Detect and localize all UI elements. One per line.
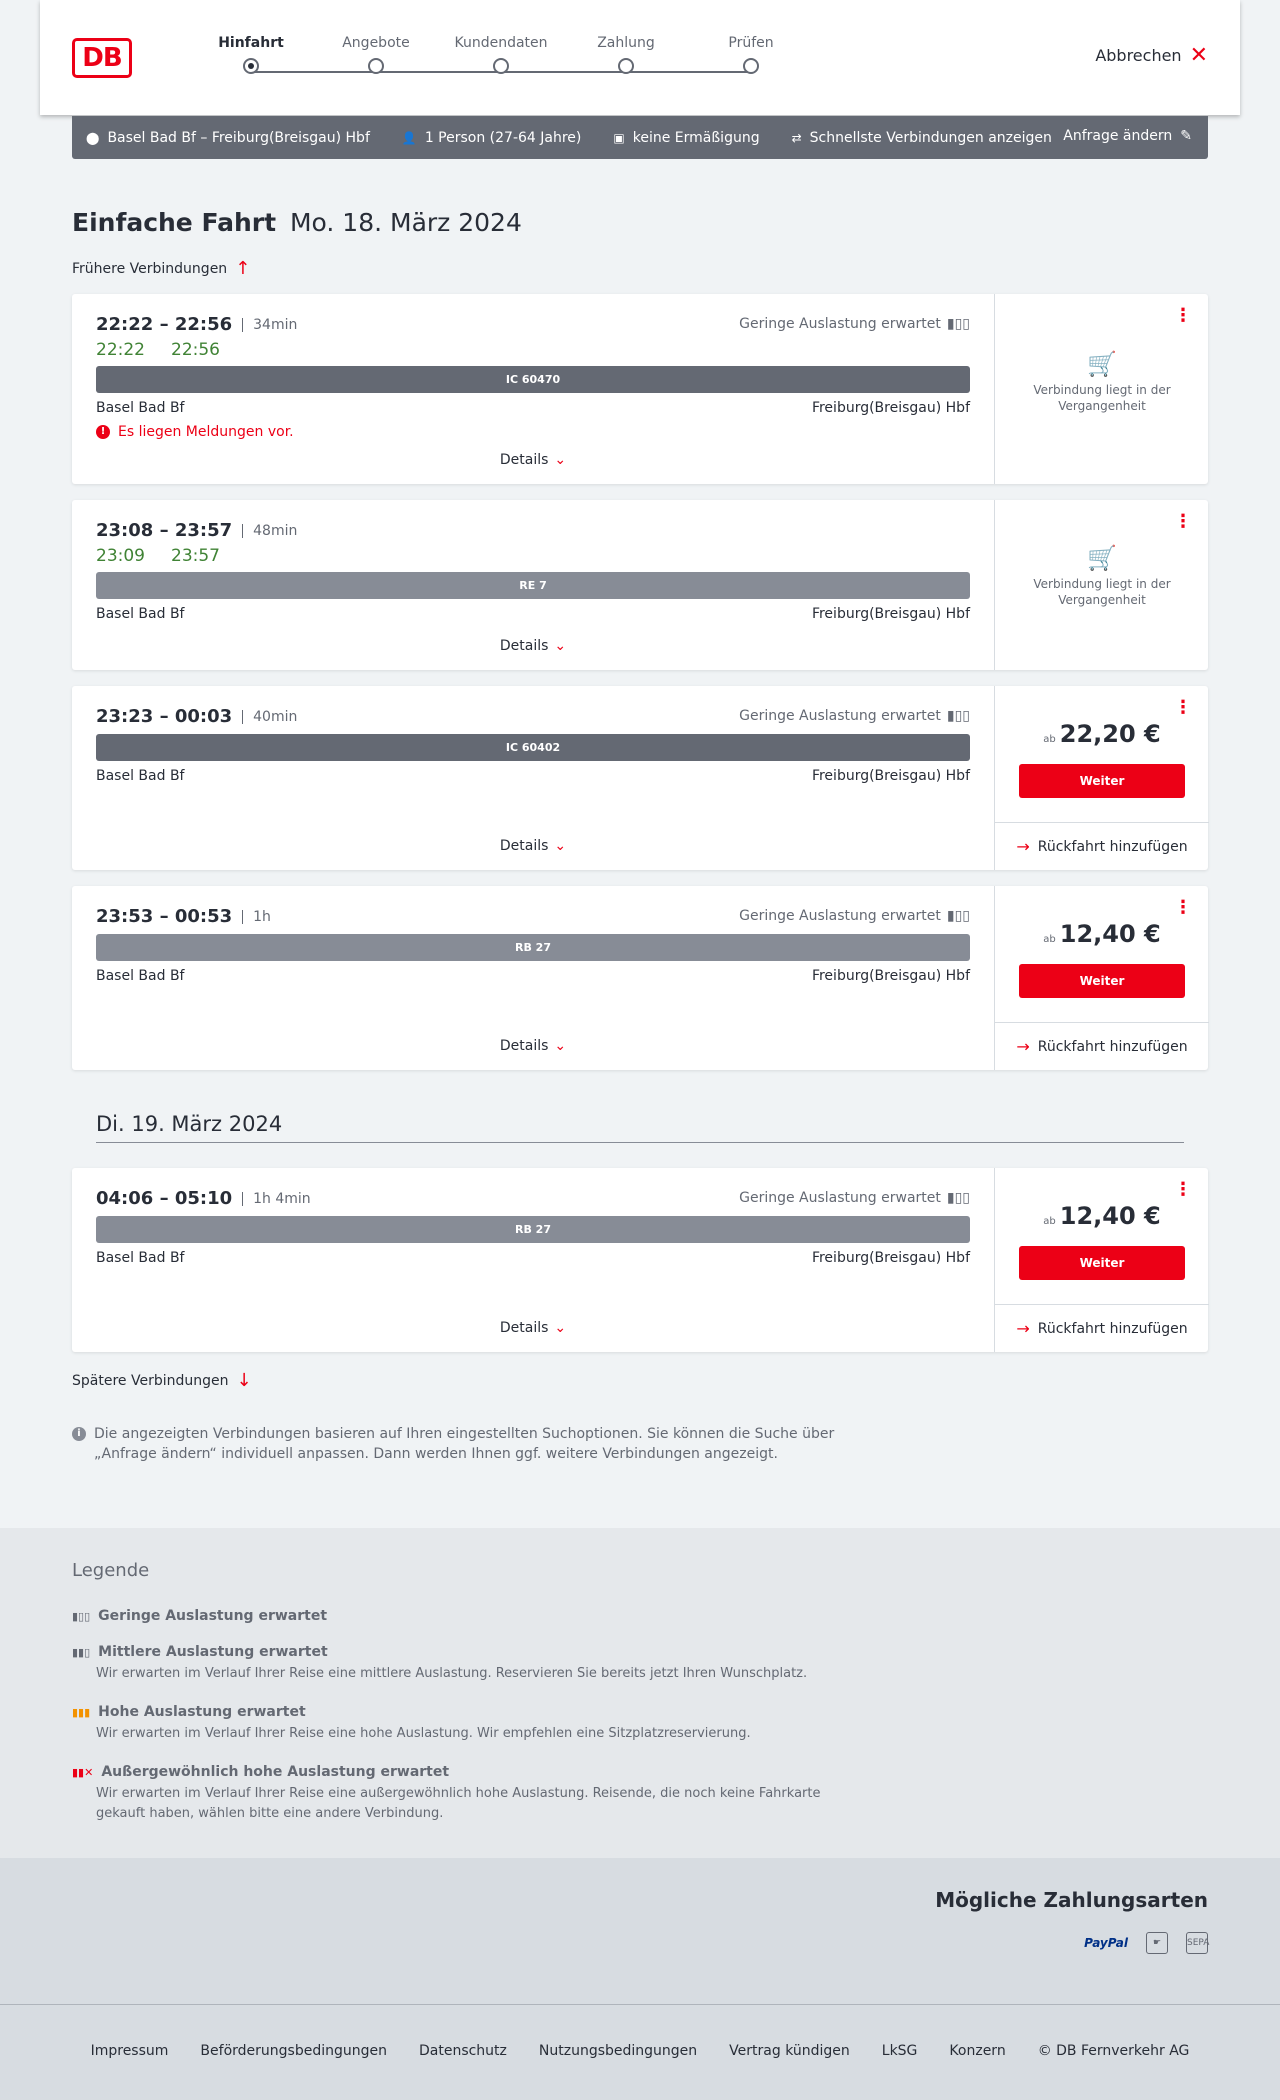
connection-offer bbox=[994, 886, 1208, 1070]
arrival-station: Freiburg(Breisgau) Hbf bbox=[811, 968, 970, 984]
arrow-right-icon: → bbox=[1016, 837, 1030, 856]
details-toggle[interactable]: Details ⌄ bbox=[499, 452, 567, 468]
search-fastest: ⇄ Schnellste Verbindungen anzeigen bbox=[791, 129, 1052, 146]
payment-title: Mögliche Zahlungsarten bbox=[935, 1888, 1208, 1912]
departure-station: Basel Bad Bf bbox=[96, 1250, 185, 1266]
past-connection-note: 🛒 Verbindung liegt in der Vergangenheit bbox=[995, 550, 1209, 608]
departure-station: Basel Bad Bf bbox=[96, 606, 185, 622]
occupancy-indicator: Geringe Auslastung erwartet ▮▯▯ bbox=[739, 908, 970, 924]
step-kundendaten: Kundendaten bbox=[438, 34, 564, 74]
alert-icon: ! bbox=[96, 425, 110, 439]
search-discount: ▣ keine Ermäßigung bbox=[613, 129, 760, 146]
earlier-connections-link[interactable]: Frühere Verbindungen ↑ bbox=[72, 258, 251, 279]
details-toggle[interactable]: Details ⌄ bbox=[499, 1038, 567, 1054]
occupancy-low-icon: ▮▯▯ bbox=[946, 908, 970, 924]
arrival-station: Freiburg(Breisgau) Hbf bbox=[811, 1250, 970, 1266]
more-options-icon[interactable]: ⋮ bbox=[1174, 897, 1192, 918]
search-persons: 👤 1 Person (27-64 Jahre) bbox=[401, 129, 582, 146]
search-summary-bar bbox=[72, 116, 1208, 159]
details-toggle[interactable]: Details ⌄ bbox=[499, 1320, 567, 1336]
connection-info bbox=[72, 1168, 994, 1352]
cart-unavailable-icon: 🛒 bbox=[1087, 544, 1117, 572]
occupancy-high-icon: ▮▮▮ bbox=[72, 1705, 91, 1719]
legend-item-high: ▮▮▮ Hohe Auslastung erwartet Wir erwarten im Verlauf Ihrer Reise eine hohe Auslastung. Wir empfehlen eine Sitzplatzreservierung. bbox=[72, 1704, 751, 1741]
cancel-button[interactable]: Abbrechen ✕ bbox=[1095, 42, 1208, 68]
connection-times: 04:06 – 05:10 1h 4min bbox=[96, 1188, 311, 1209]
close-icon: ✕ bbox=[1189, 42, 1208, 68]
legend-item-very-high: ▮▮✕ Außergewöhnlich hohe Auslastung erwartet Wir erwarten im Verlauf Ihrer Reise eine außergewöhnlich hohe Auslastung. Reisende, die noch keine Fahrkarte gekauft haben, wählen bitte eine andere Verbindung. bbox=[72, 1764, 821, 1821]
footer-link-befoerderungsbedingungen[interactable]: Beförderungsbedingungen bbox=[200, 2043, 387, 2059]
step-dot bbox=[368, 58, 384, 74]
occupancy-indicator: Geringe Auslastung erwartet ▮▯▯ bbox=[739, 316, 970, 332]
occupancy-low-icon: ▮▯▯ bbox=[946, 708, 970, 724]
legend-title: Legende bbox=[72, 1560, 150, 1581]
price: ab 22,20 € bbox=[1043, 720, 1161, 748]
step-hinfahrt: Hinfahrt bbox=[188, 34, 314, 74]
add-return-trip-button[interactable]: → Rückfahrt hinzufügen bbox=[995, 822, 1209, 870]
occupancy-low-icon: ▮▯▯ bbox=[946, 1190, 970, 1206]
footer-links bbox=[0, 2043, 1280, 2059]
connection-offer bbox=[994, 294, 1208, 484]
more-options-icon[interactable]: ⋮ bbox=[1174, 305, 1192, 326]
past-connection-note: 🛒 Verbindung liegt in der Vergangenheit bbox=[995, 356, 1209, 414]
step-dot bbox=[743, 58, 759, 74]
location-pin-icon: ⬤ bbox=[86, 130, 100, 145]
connection-info bbox=[72, 294, 994, 484]
later-connections-link[interactable]: Spätere Verbindungen ↓ bbox=[72, 1370, 252, 1391]
change-search-button[interactable]: Anfrage ändern ✎ bbox=[1063, 128, 1192, 144]
connection-card bbox=[72, 294, 1208, 484]
connection-times: 22:22 – 22:56 34min bbox=[96, 314, 298, 335]
occupancy-low-icon: ▮▯▯ bbox=[946, 316, 970, 332]
step-zahlung: Zahlung bbox=[563, 34, 689, 74]
train-segment-bar[interactable]: RB 27 bbox=[96, 1216, 970, 1243]
continue-button[interactable]: Weiter bbox=[1019, 764, 1185, 798]
footer-link-datenschutz[interactable]: Datenschutz bbox=[418, 2043, 507, 2059]
paypal-icon: PayPal bbox=[1084, 1936, 1128, 1950]
day-separator: Di. 19. März 2024 bbox=[96, 1112, 1184, 1143]
disruption-warning[interactable]: ! Es liegen Meldungen vor. bbox=[96, 424, 294, 440]
progress-stepper bbox=[180, 34, 780, 84]
add-return-trip-button[interactable]: → Rückfahrt hinzufügen bbox=[995, 1304, 1209, 1352]
price: ab 12,40 € bbox=[1043, 1202, 1161, 1230]
connection-info bbox=[72, 500, 994, 670]
sepa-icon: SEPA bbox=[1186, 1932, 1208, 1954]
footer-link-lksg[interactable]: LkSG bbox=[881, 2043, 918, 2059]
connection-times: 23:08 – 23:57 48min bbox=[96, 520, 298, 541]
more-options-icon[interactable]: ⋮ bbox=[1174, 511, 1192, 532]
departure-station: Basel Bad Bf bbox=[96, 400, 185, 416]
train-segment-bar[interactable]: RB 27 bbox=[96, 934, 970, 961]
occupancy-very-high-icon: ▮▮✕ bbox=[72, 1765, 94, 1779]
arrival-station: Freiburg(Breisgau) Hbf bbox=[811, 768, 970, 784]
connection-card bbox=[72, 886, 1208, 1070]
chevron-down-icon: ⌄ bbox=[554, 1038, 567, 1054]
footer-link-impressum[interactable]: Impressum bbox=[90, 2043, 169, 2059]
chevron-down-icon: ⌄ bbox=[554, 1320, 567, 1336]
bahncard-icon: ▣ bbox=[613, 130, 625, 145]
step-angebote: Angebote bbox=[313, 34, 439, 74]
search-route: ⬤ Basel Bad Bf – Freiburg(Breisgau) Hbf bbox=[86, 129, 370, 146]
occupancy-indicator: Geringe Auslastung erwartet ▮▯▯ bbox=[739, 1190, 970, 1206]
footer-link-konzern[interactable]: Konzern bbox=[949, 2043, 1006, 2059]
connection-card bbox=[72, 500, 1208, 670]
details-toggle[interactable]: Details ⌄ bbox=[499, 838, 567, 854]
occupancy-mid-icon: ▮▮▯ bbox=[72, 1645, 91, 1659]
search-info-note: i Die angezeigten Verbindungen basieren auf Ihren eingestellten Suchoptionen. Sie können die Suche über „Anfrage ändern“ individuell anpassen. Dann werden Ihnen ggf. weitere Verbindungen angezeigt. bbox=[72, 1424, 852, 1464]
arrival-station: Freiburg(Breisgau) Hbf bbox=[811, 606, 970, 622]
connection-info bbox=[72, 686, 994, 870]
continue-button[interactable]: Weiter bbox=[1019, 964, 1185, 998]
step-dot bbox=[243, 58, 259, 74]
train-segment-bar[interactable]: RE 7 bbox=[96, 572, 970, 599]
credit-card-icon: ☛ bbox=[1146, 1932, 1168, 1954]
chevron-down-icon: ⌄ bbox=[554, 452, 567, 468]
footer-link-nutzungsbedingungen[interactable]: Nutzungsbedingungen bbox=[538, 2043, 698, 2059]
arrival-station: Freiburg(Breisgau) Hbf bbox=[811, 400, 970, 416]
chevron-down-icon: ⌄ bbox=[554, 838, 567, 854]
connection-info bbox=[72, 886, 994, 1070]
connection-times: 23:53 – 00:53 1h bbox=[96, 906, 271, 927]
footer bbox=[0, 2004, 1280, 2100]
departure-station: Basel Bad Bf bbox=[96, 768, 185, 784]
legend-item-low: ▮▯▯ Geringe Auslastung erwartet bbox=[72, 1608, 328, 1624]
departure-station: Basel Bad Bf bbox=[96, 968, 185, 984]
person-icon: 👤 bbox=[401, 130, 417, 145]
arrow-right-icon: → bbox=[1016, 1319, 1030, 1338]
price: ab 12,40 € bbox=[1043, 920, 1161, 948]
pencil-icon: ✎ bbox=[1180, 128, 1192, 144]
arrow-up-icon: ↑ bbox=[235, 258, 251, 279]
occupancy-low-icon: ▮▯▯ bbox=[72, 1609, 91, 1623]
page-title: Einfache Fahrt Mo. 18. März 2024 bbox=[72, 208, 522, 237]
footer-link-vertrag-kuendigen[interactable]: Vertrag kündigen bbox=[729, 2043, 850, 2059]
connection-times: 23:23 – 00:03 40min bbox=[96, 706, 298, 727]
train-segment-bar[interactable]: IC 60402 bbox=[96, 734, 970, 761]
db-logo[interactable]: DB bbox=[72, 38, 132, 78]
swap-arrows-icon: ⇄ bbox=[791, 130, 802, 145]
payment-methods-section bbox=[0, 1858, 1280, 2004]
more-options-icon[interactable]: ⋮ bbox=[1174, 1179, 1192, 1200]
legend-item-mid: ▮▮▯ Mittlere Auslastung erwartet Wir erwarten im Verlauf Ihrer Reise eine mittlere Auslastung. Reservieren Sie bereits jetzt Ihren Wunschplatz. bbox=[72, 1644, 808, 1681]
chevron-down-icon: ⌄ bbox=[554, 638, 567, 654]
occupancy-indicator: Geringe Auslastung erwartet ▮▯▯ bbox=[739, 708, 970, 724]
connection-offer bbox=[994, 686, 1208, 870]
add-return-trip-button[interactable]: → Rückfahrt hinzufügen bbox=[995, 1022, 1209, 1070]
cart-unavailable-icon: 🛒 bbox=[1087, 350, 1117, 378]
legend-section bbox=[0, 1528, 1280, 1858]
realtime-times: 23:09 23:57 bbox=[96, 546, 220, 566]
footer-copyright: © DB Fernverkehr AG bbox=[1037, 2043, 1190, 2059]
connection-card bbox=[72, 686, 1208, 870]
header bbox=[40, 0, 1240, 115]
details-toggle[interactable]: Details ⌄ bbox=[499, 638, 567, 654]
connection-card bbox=[72, 1168, 1208, 1352]
realtime-times: 22:22 22:56 bbox=[96, 340, 220, 360]
more-options-icon[interactable]: ⋮ bbox=[1174, 697, 1192, 718]
step-dot bbox=[618, 58, 634, 74]
info-icon: i bbox=[72, 1427, 86, 1441]
payment-icons bbox=[1084, 1932, 1208, 1954]
continue-button[interactable]: Weiter bbox=[1019, 1246, 1185, 1280]
connection-offer bbox=[994, 500, 1208, 670]
step-pruefen: Prüfen bbox=[688, 34, 814, 74]
connection-offer bbox=[994, 1168, 1208, 1352]
arrow-right-icon: → bbox=[1016, 1037, 1030, 1056]
train-segment-bar[interactable]: IC 60470 bbox=[96, 366, 970, 393]
arrow-down-icon: ↓ bbox=[236, 1370, 252, 1391]
step-dot bbox=[493, 58, 509, 74]
